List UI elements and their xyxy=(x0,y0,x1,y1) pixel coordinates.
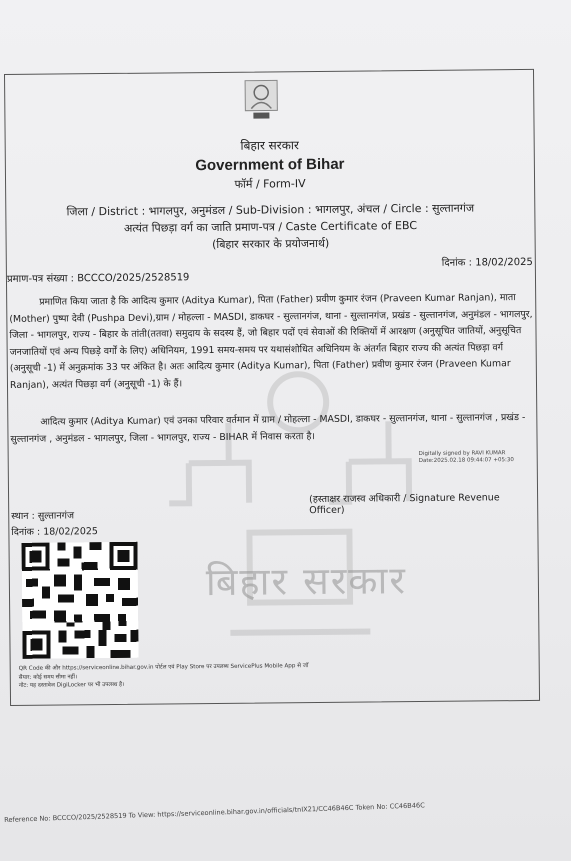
reference-number: प्रमाण-पत्र संख्या : BCCCO/2025/2528519 xyxy=(6,272,190,285)
note-validity-line: सैयार: कोई समय सीमा नहीं। xyxy=(18,673,78,681)
digital-signature xyxy=(419,450,514,465)
footer-reference: Reference No: BCCCO/2025/2528519 To View: https://serviceonline.bihar.gov.in/officials/tnIX21/CC46B46C Token No: CC46B46C xyxy=(4,801,425,824)
note-digilocker-line: नोट: यह दस्तावेज DigiLocker पर भी उपलब्ध है। xyxy=(18,681,125,689)
residence-paragraph: आदित्य कुमार (Aditya Kumar) एवं उनका परिवार वर्तमान में ग्राम / मोहल्ला - MASDI, डाकघर - सुल्तानगंज, थाना - सुल्तानगंज , प्रखंड - सुल्तानगंज , अनुमंडल - भागलपुर, जिला - भागलपुर, राज्य - BIHAR में निवास करता है। xyxy=(10,412,526,445)
note-qr-line: QR Code की और https://serviceonline.bihar.gov.in पोर्टल एवं Play Store पर उपलब्ध ServicePlus Mobile App से जाँ xyxy=(18,663,309,672)
form-number: फॉर्म / Form-IV xyxy=(234,177,306,191)
govt-hindi-title: बिहार सरकार xyxy=(240,138,299,153)
state-emblem-icon xyxy=(243,78,279,122)
usage-line: (बिहार सरकार के प्रयोजनार्थ) xyxy=(211,236,330,252)
certificate-body-paragraph: प्रमाणित किया जाता है कि आदित्य कुमार (Aditya Kumar), पिता (Father) प्रवीण कुमार रंजन (Praveen Kumar Ranjan), माता (Mother) पुष्पा देवी (Pushpa Devi),ग्राम / मोहल्ला - MASDI, डाकघर - सुल्तानगंज, थाना - सुल्तानगंज, प्रखंड - सुल्तानगंज, अनुमंडल - भागलपुर, जिला - भागलपुर, राज्य - बिहार के तांती(ततवा) समुदाय के सदस्य हैं, जो बिहार पदों एवं सेवाओं की रिक्तियों में आरक्षण (अनुसूचित जातियों, अनुसूचित जनजातियों एवं अन्य पिछड़े वर्गों के लिए) अधिनियम, 1991 समय-समय पर यथासंशोधित अधिनियम के अंतर्गत बिहार राज्य की अत्यंत पिछड़ा वर्ग (अनुसूची -1) में अनुक्रमांक 33 पर अंकित है। अतः आदित्य कुमार (Aditya Kumar), पिता (Father) प्रवीण कुमार रंजन (Praveen Kumar Ranjan), अत्यंत पिछड़ा वर्ग (अनुसूची -1) के हैं। xyxy=(9,292,533,391)
place-label: स्थान : सुल्तानगंज xyxy=(11,510,75,522)
digital-signature-date: Date:2025.02.18 09:44:07 +05:30 xyxy=(418,457,514,465)
signature-officer-label: (हस्ताक्षर राजस्व अधिकारी / Signature Revenue Officer) xyxy=(309,492,500,517)
certificate-title: अत्यंत पिछड़ा वर्ग का जाति प्रमाण-पत्र / Caste Certificate of EBC xyxy=(123,219,418,235)
issue-date: दिनांक : 18/02/2025 xyxy=(441,256,533,269)
place-date-label: दिनांक : 18/02/2025 xyxy=(11,526,98,538)
govt-title: Government of Bihar xyxy=(195,155,345,175)
qr-code-icon[interactable] xyxy=(22,542,139,659)
digital-signature-name: Digitally signed by RAVI KUMAR xyxy=(418,450,506,458)
watermark-text: बिहार सरकार xyxy=(205,558,408,605)
district-line: जिला / District : भागलपुर, अनुमंडल / Sub-Division : भागलपुर, अंचल / Circle : सुल्तानगंज xyxy=(66,201,475,219)
verification-note xyxy=(19,662,309,690)
certificate-frame xyxy=(4,69,540,706)
